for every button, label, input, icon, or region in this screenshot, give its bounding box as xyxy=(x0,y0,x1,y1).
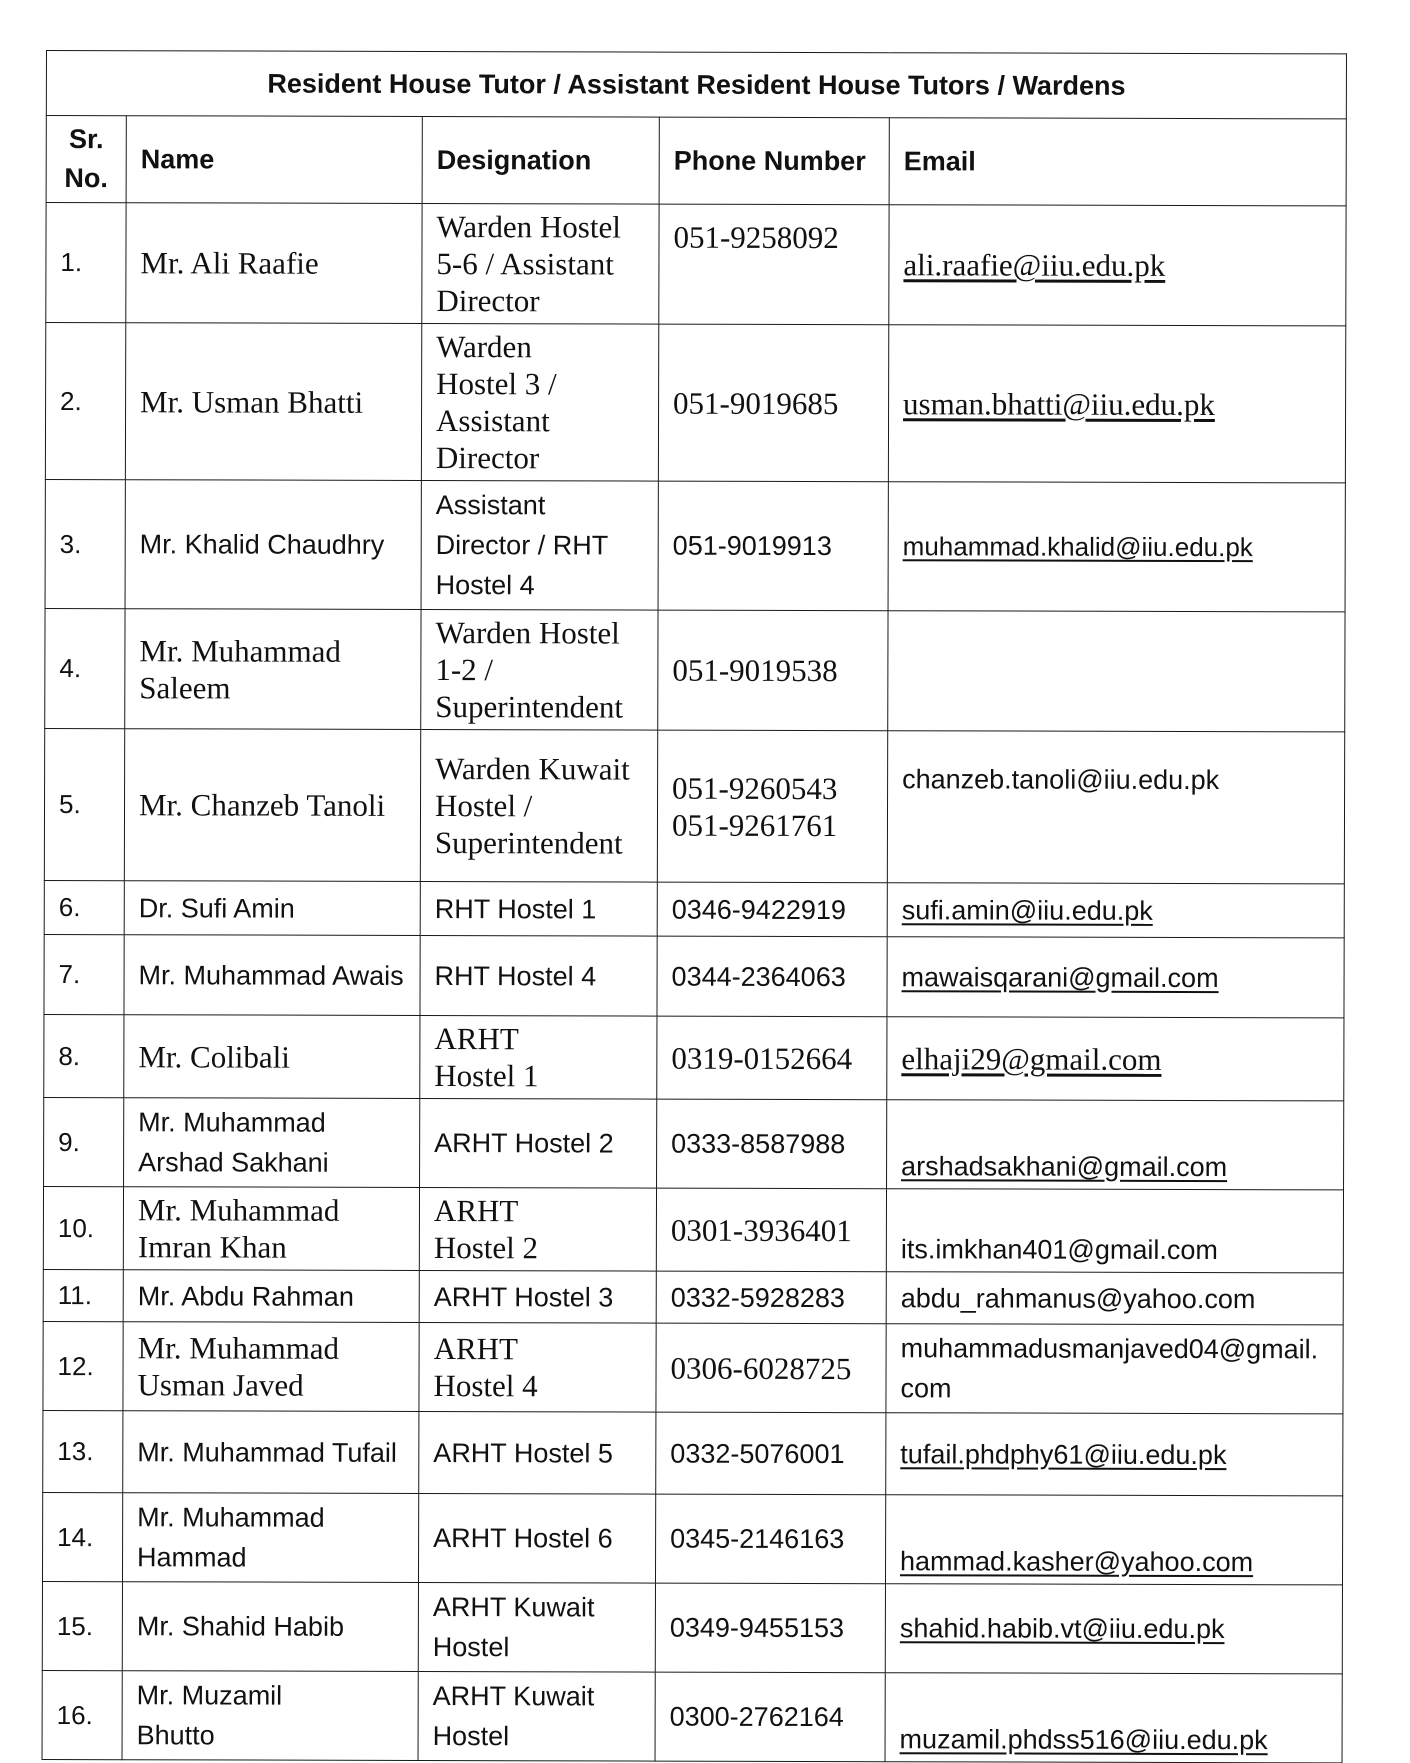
row-email-link[interactable]: sufi.amin@iiu.edu.pk xyxy=(887,883,1344,938)
row-phone-primary: 051-9260543 xyxy=(672,770,838,806)
row-phone: 0332-5076001 xyxy=(656,1412,886,1495)
row-designation: ARHT Hostel 4 xyxy=(419,1322,656,1412)
row-name: Mr. Muhammad Usman Javed xyxy=(123,1322,419,1412)
table-row xyxy=(45,479,1345,611)
row-designation: Warden Hostel 1-2 / Superintendent xyxy=(421,609,658,730)
table-row xyxy=(45,608,1345,731)
table-row xyxy=(42,1670,1342,1762)
row-email-link[interactable]: ali.raafie@iiu.edu.pk xyxy=(889,205,1346,326)
table-row xyxy=(44,934,1344,1017)
table-row xyxy=(44,880,1344,937)
row-sr-no: 15. xyxy=(42,1581,122,1670)
row-sr-no: 16. xyxy=(42,1670,122,1759)
row-designation: RHT Hostel 4 xyxy=(420,935,657,1016)
table-row xyxy=(43,1269,1343,1324)
row-name: Mr. Muhammad Hammad xyxy=(122,1493,418,1583)
table-row xyxy=(46,203,1346,326)
row-sr-no: 3. xyxy=(45,479,125,608)
row-phone: 0344-2364063 xyxy=(657,936,887,1017)
table-row xyxy=(42,1581,1342,1673)
row-phone-secondary: 051-9261761 xyxy=(671,807,838,843)
row-sr-no: 13. xyxy=(43,1410,123,1492)
row-name: Mr. Muhammad Imran Khan xyxy=(123,1187,419,1271)
row-email-link[interactable]: hammad.kasher@yahoo.com xyxy=(885,1495,1342,1585)
row-sr-no: 6. xyxy=(44,880,124,934)
row-sr-no: 14. xyxy=(42,1492,122,1581)
row-sr-no: 5. xyxy=(44,728,124,880)
row-sr-no: 1. xyxy=(46,203,126,323)
table-title: Resident House Tutor / Assistant Resident House Tutors / Wardens xyxy=(46,51,1346,119)
row-phone: 0300-2762164 xyxy=(655,1672,885,1762)
row-email-link[interactable]: muzamil.phdss516@iiu.edu.pk xyxy=(885,1673,1342,1763)
row-email-link[interactable]: mawaisqarani@gmail.com xyxy=(887,937,1344,1018)
row-phone: 051-9258092 xyxy=(659,204,889,325)
row-phone: 0301-3936401 xyxy=(656,1188,886,1272)
row-sr-no: 10. xyxy=(43,1186,123,1269)
row-name: Mr. Muzamil Bhutto xyxy=(122,1671,418,1761)
table-row xyxy=(43,1410,1343,1495)
row-designation: Warden Kuwait Hostel / Superintendent xyxy=(420,729,657,882)
row-name: Mr. Usman Bhatti xyxy=(125,323,421,481)
row-designation: Warden Hostel 3 / Assistant Director xyxy=(421,323,658,481)
row-name: Mr. Muhammad Arshad Sakhani xyxy=(124,1098,420,1188)
table-row xyxy=(44,1014,1344,1100)
row-sr-no: 2. xyxy=(45,323,125,480)
row-designation: ARHT Hostel 2 xyxy=(420,1098,657,1188)
row-designation: ARHT Hostel 1 xyxy=(420,1015,657,1099)
title-row xyxy=(46,51,1346,119)
row-name: Mr. Shahid Habib xyxy=(122,1582,418,1672)
row-phone: 051-9019685 xyxy=(658,324,888,482)
row-name: Mr. Muhammad Tufail xyxy=(123,1411,419,1494)
row-email-link[interactable]: tufail.phdphy61@iiu.edu.pk xyxy=(886,1413,1343,1496)
row-phone: 0306-6028725 xyxy=(656,1323,886,1413)
row-sr-no: 12. xyxy=(43,1321,123,1410)
row-designation: ARHT Hostel 6 xyxy=(418,1493,655,1583)
row-name: Mr. Chanzeb Tanoli xyxy=(124,729,420,882)
row-email-empty xyxy=(888,611,1345,732)
row-phone: 0346-9422919 xyxy=(657,882,887,937)
header-name: Name xyxy=(126,116,422,204)
row-name: Mr. Ali Raafie xyxy=(126,203,422,324)
row-name: Mr. Khalid Chaudhry xyxy=(125,480,421,610)
row-phone: 051-9019913 xyxy=(658,481,888,611)
row-designation: Assistant Director / RHT Hostel 4 xyxy=(421,480,658,610)
row-sr-no: 8. xyxy=(44,1014,124,1097)
header-row xyxy=(46,116,1346,206)
row-email-link[interactable]: arshadsakhani@gmail.com xyxy=(887,1100,1344,1190)
row-designation: ARHT Hostel 2 xyxy=(419,1187,656,1271)
row-email-text: abdu_rahmanus@yahoo.com xyxy=(886,1272,1343,1325)
contact-table xyxy=(42,50,1348,1763)
row-email-link[interactable]: muhammad.khalid@iiu.edu.pk xyxy=(888,482,1345,612)
table-row xyxy=(43,1321,1343,1413)
table-row xyxy=(44,728,1344,883)
table-row xyxy=(42,1492,1342,1584)
row-email-text: its.imkhan401@gmail.com xyxy=(886,1189,1343,1273)
table-row xyxy=(44,1097,1344,1189)
row-email-link[interactable]: usman.bhatti@iiu.edu.pk xyxy=(888,325,1345,483)
row-designation: Warden Hostel 5-6 / Assistant Director xyxy=(422,203,659,324)
row-designation: ARHT Hostel 5 xyxy=(419,1411,656,1494)
header-sr-no: Sr. No. xyxy=(46,116,126,203)
row-email-link[interactable]: elhaji29@gmail.com xyxy=(887,1017,1344,1101)
header-email: Email xyxy=(889,118,1346,206)
row-phone xyxy=(657,730,887,883)
row-name: Mr. Muhammad Saleem xyxy=(125,609,421,730)
table-row xyxy=(43,1186,1343,1272)
row-designation: ARHT Kuwait Hostel xyxy=(418,1671,655,1761)
row-sr-no: 7. xyxy=(44,934,124,1014)
row-phone: 0333-8587988 xyxy=(657,1099,887,1189)
row-email-text: chanzeb.tanoli@iiu.edu.pk xyxy=(887,731,1344,884)
row-email-text: muhammadusmanjaved04@gmail.com xyxy=(886,1324,1343,1414)
row-name: Mr. Colibali xyxy=(124,1015,420,1099)
row-designation: RHT Hostel 1 xyxy=(420,881,657,936)
row-sr-no: 11. xyxy=(43,1269,123,1321)
row-phone: 051-9019538 xyxy=(658,610,888,731)
row-designation: ARHT Hostel 3 xyxy=(419,1270,656,1323)
header-phone-number: Phone Number xyxy=(659,117,889,205)
row-sr-no: 9. xyxy=(44,1097,124,1186)
table-row xyxy=(45,323,1345,483)
row-name: Mr. Muhammad Awais xyxy=(124,935,420,1016)
header-designation: Designation xyxy=(422,116,659,204)
row-sr-no: 4. xyxy=(45,608,125,728)
row-phone: 0345-2146163 xyxy=(655,1494,885,1584)
row-designation: ARHT Kuwait Hostel xyxy=(418,1582,655,1672)
row-name: Mr. Abdu Rahman xyxy=(123,1270,419,1323)
row-name: Dr. Sufi Amin xyxy=(124,881,420,936)
row-phone: 0319-0152664 xyxy=(657,1016,887,1100)
row-email-link[interactable]: shahid.habib.vt@iiu.edu.pk xyxy=(885,1584,1342,1674)
row-phone: 0349-9455153 xyxy=(655,1583,885,1673)
row-phone: 0332-5928283 xyxy=(656,1271,886,1324)
